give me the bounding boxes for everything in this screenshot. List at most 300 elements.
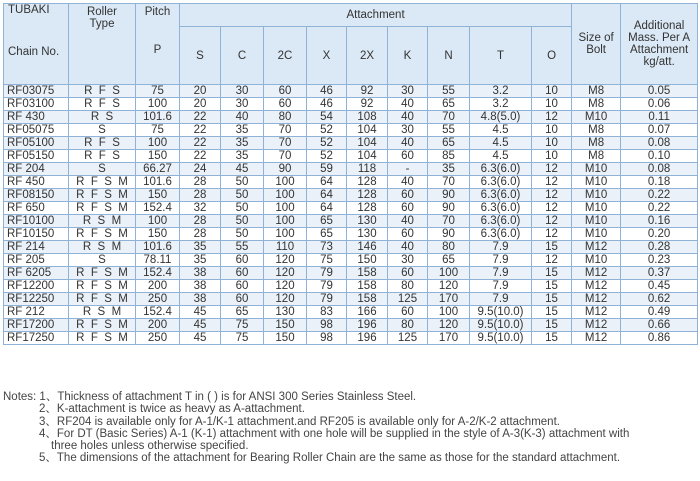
table-cell: 54 bbox=[307, 111, 347, 124]
table-cell: 196 bbox=[347, 319, 388, 332]
table-row bbox=[4, 85, 698, 98]
table-cell: RF12250 bbox=[4, 293, 69, 306]
table-cell: R F S M bbox=[69, 319, 136, 332]
header-additional-mass: Additional Mass. Per A Attachment kg/att. bbox=[621, 4, 698, 85]
table-cell: 40 bbox=[221, 111, 264, 124]
table-cell: 158 bbox=[347, 293, 388, 306]
table-cell: 100 bbox=[136, 215, 180, 228]
header-col-x: X bbox=[307, 27, 347, 85]
table-cell: 38 bbox=[180, 293, 221, 306]
table-cell: 150 bbox=[136, 189, 180, 202]
table-cell: M12 bbox=[572, 332, 621, 345]
table-cell: RF05150 bbox=[4, 150, 69, 163]
table-cell: 152.4 bbox=[136, 267, 180, 280]
table-cell: 90 bbox=[428, 189, 470, 202]
table-cell: M12 bbox=[572, 267, 621, 280]
header-col-k: K bbox=[388, 27, 428, 85]
header-chain-no bbox=[4, 4, 69, 85]
table-cell: 152.4 bbox=[136, 306, 180, 319]
table-cell: 28 bbox=[180, 228, 221, 241]
table-cell: RF 450 bbox=[4, 176, 69, 189]
table-cell: 0.07 bbox=[621, 124, 698, 137]
spec-table-container bbox=[3, 3, 697, 345]
table-cell: 0.37 bbox=[621, 267, 698, 280]
table-cell: RF 6205 bbox=[4, 267, 69, 280]
table-cell: 170 bbox=[428, 293, 470, 306]
table-row bbox=[4, 189, 698, 202]
table-row bbox=[4, 163, 698, 176]
table-cell: 80 bbox=[264, 111, 307, 124]
table-cell: 250 bbox=[136, 293, 180, 306]
table-cell: 4.8(5.0) bbox=[470, 111, 532, 124]
table-cell: 45 bbox=[180, 306, 221, 319]
table-cell: 60 bbox=[221, 280, 264, 293]
table-cell: 30 bbox=[388, 85, 428, 98]
note-4a: 4、For DT (Basic Series) A-1 (K-1) attachment with one hole will be supplied in the style of A-3(K-3) attachment with bbox=[39, 427, 630, 440]
table-row bbox=[4, 319, 698, 332]
header-type-label: Type bbox=[89, 18, 115, 30]
table-cell: 150 bbox=[136, 228, 180, 241]
table-cell: 100 bbox=[264, 189, 307, 202]
table-cell: 200 bbox=[136, 319, 180, 332]
table-cell: 0.62 bbox=[621, 293, 698, 306]
note-3: 3、RF204 is available only for A-1/K-1 attachment.and RF205 is available only for A-2/K-2 attachment. bbox=[39, 415, 560, 428]
table-cell: 55 bbox=[221, 241, 264, 254]
header-pitch-p-label: P bbox=[153, 44, 162, 56]
table-cell: 32 bbox=[180, 202, 221, 215]
table-cell: 30 bbox=[221, 98, 264, 111]
table-cell: 150 bbox=[347, 254, 388, 267]
table-cell: 73 bbox=[307, 241, 347, 254]
table-cell: 40 bbox=[388, 111, 428, 124]
table-cell: 80 bbox=[388, 319, 428, 332]
table-cell: 100 bbox=[264, 215, 307, 228]
table-cell: 120 bbox=[264, 267, 307, 280]
table-cell: 80 bbox=[388, 280, 428, 293]
table-cell: 101.6 bbox=[136, 176, 180, 189]
table-cell: 250 bbox=[136, 332, 180, 345]
table-cell: RF 205 bbox=[4, 254, 69, 267]
table-cell: 108 bbox=[347, 111, 388, 124]
table-cell: 7.9 bbox=[470, 241, 532, 254]
table-cell: 200 bbox=[136, 280, 180, 293]
table-cell: M12 bbox=[572, 280, 621, 293]
table-cell: 166 bbox=[347, 306, 388, 319]
table-cell: M12 bbox=[572, 241, 621, 254]
table-row bbox=[4, 150, 698, 163]
table-cell: 35 bbox=[221, 137, 264, 150]
table-cell: 6.3(6.0) bbox=[470, 189, 532, 202]
table-cell: 12 bbox=[532, 176, 572, 189]
table-cell: 40 bbox=[388, 241, 428, 254]
table-cell: 75 bbox=[136, 85, 180, 98]
table-row bbox=[4, 241, 698, 254]
header-col-s: S bbox=[180, 27, 221, 85]
note-5: 5、The dimensions of the attachment for Bearing Roller Chain are the same as those for the standard attachment. bbox=[39, 452, 621, 465]
header-col-o: O bbox=[532, 27, 572, 85]
table-cell: RF05100 bbox=[4, 137, 69, 150]
table-cell: M12 bbox=[572, 293, 621, 306]
table-cell: 40 bbox=[388, 176, 428, 189]
table-cell: RF08150 bbox=[4, 189, 69, 202]
table-cell: 75 bbox=[221, 319, 264, 332]
table-cell: 50 bbox=[221, 228, 264, 241]
header-col-2x: 2X bbox=[347, 27, 388, 85]
table-cell: M10 bbox=[572, 176, 621, 189]
table-cell: R F S M bbox=[69, 280, 136, 293]
table-cell: 10 bbox=[532, 85, 572, 98]
table-cell: 92 bbox=[347, 85, 388, 98]
table-cell: 30 bbox=[388, 254, 428, 267]
table-cell: M8 bbox=[572, 85, 621, 98]
table-cell: 3.2 bbox=[470, 98, 532, 111]
table-row bbox=[4, 98, 698, 111]
table-cell: 60 bbox=[221, 254, 264, 267]
table-cell: 120 bbox=[264, 280, 307, 293]
table-cell: 30 bbox=[221, 85, 264, 98]
notes-section bbox=[3, 391, 697, 465]
table-cell: 60 bbox=[264, 85, 307, 98]
table-cell: 65 bbox=[307, 228, 347, 241]
table-row bbox=[4, 280, 698, 293]
table-cell: 60 bbox=[388, 150, 428, 163]
table-row bbox=[4, 111, 698, 124]
table-cell: R F S M bbox=[69, 228, 136, 241]
table-cell: M12 bbox=[572, 306, 621, 319]
table-cell: 15 bbox=[532, 319, 572, 332]
table-cell: 6.3(6.0) bbox=[470, 228, 532, 241]
table-cell: 65 bbox=[307, 215, 347, 228]
table-cell: 55 bbox=[428, 85, 470, 98]
table-cell: 100 bbox=[264, 202, 307, 215]
table-cell: 128 bbox=[347, 189, 388, 202]
table-cell: 60 bbox=[388, 267, 428, 280]
table-cell: 98 bbox=[307, 319, 347, 332]
table-cell: 79 bbox=[307, 293, 347, 306]
table-cell: 52 bbox=[307, 124, 347, 137]
table-cell: 46 bbox=[307, 85, 347, 98]
table-cell: 104 bbox=[347, 137, 388, 150]
table-cell: 22 bbox=[180, 124, 221, 137]
table-cell: 100 bbox=[264, 228, 307, 241]
table-cell: 3.2 bbox=[470, 85, 532, 98]
table-cell: 15 bbox=[532, 332, 572, 345]
table-row bbox=[4, 267, 698, 280]
table-cell: 101.6 bbox=[136, 111, 180, 124]
table-cell: 15 bbox=[532, 267, 572, 280]
table-cell: 50 bbox=[221, 176, 264, 189]
table-cell: M8 bbox=[572, 137, 621, 150]
table-row bbox=[4, 215, 698, 228]
table-cell: R F S bbox=[69, 85, 136, 98]
table-cell: 170 bbox=[428, 332, 470, 345]
table-cell: 146 bbox=[347, 241, 388, 254]
table-cell: RF12200 bbox=[4, 280, 69, 293]
table-cell: 50 bbox=[221, 215, 264, 228]
table-cell: 0.23 bbox=[621, 254, 698, 267]
table-cell: 35 bbox=[221, 124, 264, 137]
table-cell: RF10150 bbox=[4, 228, 69, 241]
table-cell: 120 bbox=[428, 280, 470, 293]
table-cell: 0.45 bbox=[621, 280, 698, 293]
table-cell: 64 bbox=[307, 202, 347, 215]
table-cell: M10 bbox=[572, 111, 621, 124]
table-cell: 7.9 bbox=[470, 267, 532, 280]
table-cell: 28 bbox=[180, 215, 221, 228]
table-cell: R S M bbox=[69, 241, 136, 254]
header-tubaki-label: TUBAKI bbox=[8, 4, 50, 16]
table-cell: 4.5 bbox=[470, 137, 532, 150]
table-cell: 22 bbox=[180, 150, 221, 163]
table-cell: M10 bbox=[572, 215, 621, 228]
table-cell: 90 bbox=[428, 228, 470, 241]
table-cell: R S M bbox=[69, 306, 136, 319]
table-cell: 100 bbox=[428, 306, 470, 319]
table-cell: M10 bbox=[572, 228, 621, 241]
table-cell: 100 bbox=[136, 98, 180, 111]
table-cell: M10 bbox=[572, 202, 621, 215]
table-cell: 60 bbox=[264, 98, 307, 111]
table-cell: RF17200 bbox=[4, 319, 69, 332]
table-cell: M8 bbox=[572, 150, 621, 163]
header-pitch bbox=[136, 4, 180, 85]
table-cell: 128 bbox=[347, 202, 388, 215]
table-cell: 30 bbox=[388, 124, 428, 137]
table-cell: 90 bbox=[264, 163, 307, 176]
table-cell: 0.22 bbox=[621, 189, 698, 202]
table-cell: 125 bbox=[388, 293, 428, 306]
table-cell: 50 bbox=[221, 189, 264, 202]
table-cell: 75 bbox=[136, 124, 180, 137]
table-cell: 120 bbox=[264, 293, 307, 306]
table-cell: 12 bbox=[532, 202, 572, 215]
table-cell: 10 bbox=[532, 137, 572, 150]
header-pitch-label: Pitch bbox=[144, 6, 171, 18]
table-cell: 120 bbox=[428, 319, 470, 332]
table-cell: RF17250 bbox=[4, 332, 69, 345]
table-cell: 75 bbox=[221, 332, 264, 345]
table-cell: 0.08 bbox=[621, 137, 698, 150]
table-cell: 20 bbox=[180, 85, 221, 98]
table-cell: 60 bbox=[221, 267, 264, 280]
table-cell: 59 bbox=[307, 163, 347, 176]
header-col-c: C bbox=[221, 27, 264, 85]
table-cell: RF10100 bbox=[4, 215, 69, 228]
table-cell: 12 bbox=[532, 215, 572, 228]
header-roller-label: Roller bbox=[86, 6, 118, 18]
note-1-text: Thickness of attachment T in ( ) is for ANSI 300 Series Stainless Steel. bbox=[57, 391, 417, 403]
table-cell: 125 bbox=[388, 332, 428, 345]
table-cell: 66.27 bbox=[136, 163, 180, 176]
table-cell: RF03100 bbox=[4, 98, 69, 111]
table-cell: 12 bbox=[532, 254, 572, 267]
note-1 bbox=[3, 391, 697, 403]
table-cell: 20 bbox=[180, 98, 221, 111]
table-cell: 10 bbox=[532, 98, 572, 111]
table-cell: 196 bbox=[347, 332, 388, 345]
table-cell: 4.5 bbox=[470, 124, 532, 137]
table-cell: 70 bbox=[428, 215, 470, 228]
table-cell: 152.4 bbox=[136, 202, 180, 215]
table-cell: 158 bbox=[347, 267, 388, 280]
table-cell: 90 bbox=[428, 202, 470, 215]
header-attachment: Attachment bbox=[180, 4, 572, 27]
table-cell: 78.11 bbox=[136, 254, 180, 267]
table-row bbox=[4, 124, 698, 137]
table-cell: 150 bbox=[264, 319, 307, 332]
table-row bbox=[4, 293, 698, 306]
table-cell: 0.18 bbox=[621, 176, 698, 189]
table-cell: 79 bbox=[307, 280, 347, 293]
table-row bbox=[4, 137, 698, 150]
table-cell: M8 bbox=[572, 124, 621, 137]
table-cell: 130 bbox=[347, 228, 388, 241]
table-cell: 46 bbox=[307, 98, 347, 111]
table-cell: 52 bbox=[307, 137, 347, 150]
table-cell: 40 bbox=[388, 98, 428, 111]
table-cell: 55 bbox=[428, 124, 470, 137]
table-cell: 0.49 bbox=[621, 306, 698, 319]
table-cell: 100 bbox=[428, 267, 470, 280]
table-cell: 65 bbox=[428, 254, 470, 267]
table-cell: M10 bbox=[572, 254, 621, 267]
table-cell: 52 bbox=[307, 150, 347, 163]
table-cell: RF05075 bbox=[4, 124, 69, 137]
table-cell: 10 bbox=[532, 124, 572, 137]
table-cell: RF 204 bbox=[4, 163, 69, 176]
table-cell: M10 bbox=[572, 163, 621, 176]
table-cell: 35 bbox=[180, 254, 221, 267]
table-cell: 60 bbox=[388, 202, 428, 215]
table-cell: 0.22 bbox=[621, 202, 698, 215]
table-cell: 24 bbox=[180, 163, 221, 176]
table-row bbox=[4, 202, 698, 215]
table-cell: 70 bbox=[264, 150, 307, 163]
table-cell: 150 bbox=[136, 150, 180, 163]
table-cell: 83 bbox=[307, 306, 347, 319]
spec-table-body bbox=[4, 85, 698, 345]
table-cell: RF03075 bbox=[4, 85, 69, 98]
table-cell: 7.9 bbox=[470, 293, 532, 306]
table-cell: 0.20 bbox=[621, 228, 698, 241]
table-cell: R F S M bbox=[69, 293, 136, 306]
table-cell: R F S M bbox=[69, 332, 136, 345]
table-row bbox=[4, 228, 698, 241]
table-cell: 64 bbox=[307, 189, 347, 202]
table-cell: 80 bbox=[428, 241, 470, 254]
table-cell: 6.3(6.0) bbox=[470, 163, 532, 176]
table-cell: 60 bbox=[388, 306, 428, 319]
table-cell: 70 bbox=[264, 137, 307, 150]
table-cell: R F S M bbox=[69, 176, 136, 189]
table-cell: 6.3(6.0) bbox=[470, 202, 532, 215]
table-cell: 104 bbox=[347, 150, 388, 163]
table-cell: 0.28 bbox=[621, 241, 698, 254]
header-col-2c: 2C bbox=[264, 27, 307, 85]
table-cell: 22 bbox=[180, 137, 221, 150]
table-cell: S bbox=[69, 124, 136, 137]
table-cell: 0.06 bbox=[621, 98, 698, 111]
table-cell: 130 bbox=[264, 306, 307, 319]
table-cell: 38 bbox=[180, 267, 221, 280]
table-cell: R F S bbox=[69, 98, 136, 111]
table-cell: 6.3(6.0) bbox=[470, 215, 532, 228]
table-row bbox=[4, 254, 698, 267]
table-cell: RF 214 bbox=[4, 241, 69, 254]
table-cell: M10 bbox=[572, 189, 621, 202]
table-cell: 100 bbox=[136, 137, 180, 150]
table-cell: 15 bbox=[532, 306, 572, 319]
table-cell: 65 bbox=[428, 137, 470, 150]
table-cell: 104 bbox=[347, 124, 388, 137]
table-cell: 12 bbox=[532, 111, 572, 124]
table-cell: 0.86 bbox=[621, 332, 698, 345]
table-cell: 60 bbox=[221, 293, 264, 306]
notes-label: Notes: 1、 bbox=[3, 391, 58, 403]
table-cell: 92 bbox=[347, 98, 388, 111]
table-cell: 70 bbox=[428, 176, 470, 189]
table-cell: 0.05 bbox=[621, 85, 698, 98]
table-cell: M8 bbox=[572, 98, 621, 111]
table-cell: 40 bbox=[388, 137, 428, 150]
table-row bbox=[4, 176, 698, 189]
table-cell: 15 bbox=[532, 293, 572, 306]
table-cell: RF 212 bbox=[4, 306, 69, 319]
header-chain-no-label: Chain No. bbox=[8, 46, 60, 58]
table-cell: 0.16 bbox=[621, 215, 698, 228]
table-cell: 75 bbox=[307, 254, 347, 267]
table-cell: 100 bbox=[264, 176, 307, 189]
table-cell: 70 bbox=[428, 111, 470, 124]
table-cell: R F S bbox=[69, 150, 136, 163]
table-cell: R S bbox=[69, 111, 136, 124]
table-cell: 128 bbox=[347, 176, 388, 189]
table-cell: 85 bbox=[428, 150, 470, 163]
table-cell: 9.5(10.0) bbox=[470, 319, 532, 332]
table-cell: 120 bbox=[264, 254, 307, 267]
table-cell: S bbox=[69, 254, 136, 267]
table-cell: 22 bbox=[180, 111, 221, 124]
table-cell: S bbox=[69, 163, 136, 176]
table-cell: 4.5 bbox=[470, 150, 532, 163]
table-cell: - bbox=[388, 163, 428, 176]
table-cell: R F S bbox=[69, 137, 136, 150]
table-cell: 35 bbox=[221, 150, 264, 163]
header-roller-type bbox=[69, 4, 136, 85]
table-cell: R S M bbox=[69, 215, 136, 228]
table-cell: 9.5(10.0) bbox=[470, 332, 532, 345]
table-cell: 10 bbox=[532, 150, 572, 163]
table-cell: 65 bbox=[428, 98, 470, 111]
table-cell: 40 bbox=[388, 215, 428, 228]
table-cell: 15 bbox=[532, 280, 572, 293]
table-row bbox=[4, 332, 698, 345]
table-cell: 6.3(6.0) bbox=[470, 176, 532, 189]
table-cell: 130 bbox=[347, 215, 388, 228]
table-cell: 60 bbox=[388, 228, 428, 241]
table-cell: 110 bbox=[264, 241, 307, 254]
table-cell: 79 bbox=[307, 267, 347, 280]
table-cell: 150 bbox=[264, 332, 307, 345]
table-cell: 12 bbox=[532, 189, 572, 202]
table-cell: 35 bbox=[428, 163, 470, 176]
table-cell: 35 bbox=[180, 241, 221, 254]
table-cell: 7.9 bbox=[470, 254, 532, 267]
table-row bbox=[4, 306, 698, 319]
table-cell: 158 bbox=[347, 280, 388, 293]
note-2: 2、K-attachment is twice as heavy as A-attachment. bbox=[39, 403, 305, 416]
table-cell: 118 bbox=[347, 163, 388, 176]
